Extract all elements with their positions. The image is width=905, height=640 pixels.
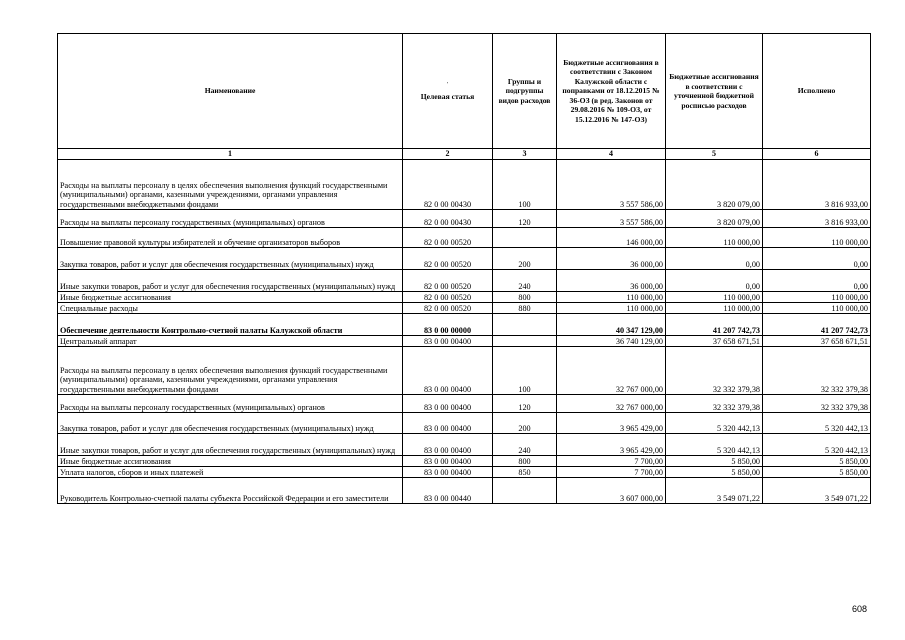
header-law-allocations: Бюджетные ассигнования в соответствии с Законом Калужской области с поправками от 18.12.2015 № 36-ОЗ (в ред. Законов от 29.08.2016 № 109-ОЗ, от 15.12.2016 № 147-ОЗ) [557,34,666,149]
column-number: 6 [763,149,871,160]
row-executed-amount: 32 332 379,38 [763,395,871,413]
row-schedule-amount: 5 320 442,13 [666,413,763,434]
column-number: 1 [58,149,403,160]
row-law-amount: 32 767 000,00 [557,395,666,413]
column-number: 4 [557,149,666,160]
row-name: Закупка товаров, работ и услуг для обеспечения государственных (муниципальных) нужд [58,413,403,434]
row-name: Руководитель Контрольно-счетной палаты субъекта Российской Федерации и его заместители [58,478,403,504]
header-name: Наименование [58,34,403,149]
row-target-code: 82 0 00 00520 [403,228,493,248]
row-schedule-amount: 41 207 742,73 [666,314,763,336]
row-schedule-amount: 0,00 [666,248,763,270]
row-group-code: 100 [493,347,557,395]
column-number: 2 [403,149,493,160]
row-law-amount: 3 965 429,00 [557,413,666,434]
row-group-code [493,336,557,347]
table-row [58,248,871,270]
row-schedule-amount: 37 658 671,51 [666,336,763,347]
header-schedule-allocations: Бюджетные ассигнования в соответствии с уточненной бюджетной росписью расходов [666,34,763,149]
table-row [58,478,871,504]
table-row [58,270,871,292]
table-row [58,467,871,478]
table-row [58,160,871,210]
row-executed-amount: 41 207 742,73 [763,314,871,336]
row-executed-amount: 5 850,00 [763,456,871,467]
row-target-code: 83 0 00 00400 [403,456,493,467]
row-name: Уплата налогов, сборов и иных платежей [58,467,403,478]
row-target-code: 82 0 00 00520 [403,303,493,314]
header-row [58,34,871,149]
row-target-code: 83 0 00 00000 [403,314,493,336]
row-law-amount: 32 767 000,00 [557,347,666,395]
row-target-code: 83 0 00 00400 [403,434,493,456]
row-law-amount: 3 965 429,00 [557,434,666,456]
budget-table [57,33,871,504]
row-law-amount: 7 700,00 [557,467,666,478]
row-name: Расходы на выплаты персоналу государственных (муниципальных) органов [58,395,403,413]
row-law-amount: 36 740 129,00 [557,336,666,347]
row-name: Иные бюджетные ассигнования [58,292,403,303]
row-target-code: 82 0 00 00430 [403,160,493,210]
row-name: Обеспечение деятельности Контрольно-счетной палаты Калужской области [58,314,403,336]
row-schedule-amount: 5 320 442,13 [666,434,763,456]
row-group-code: 850 [493,467,557,478]
row-law-amount: 110 000,00 [557,303,666,314]
row-name: Иные закупки товаров, работ и услуг для обеспечения государственных (муниципальных) нужд [58,434,403,456]
row-law-amount: 146 000,00 [557,228,666,248]
row-executed-amount: 5 850,00 [763,467,871,478]
row-law-amount: 40 347 129,00 [557,314,666,336]
row-group-code: 200 [493,413,557,434]
row-schedule-amount: 0,00 [666,270,763,292]
table-row [58,303,871,314]
row-name: Расходы на выплаты персоналу в целях обеспечения выполнения функций государственными (муниципальными) органами, казенными учреждениями, органами управления государственными внебюджетными фондами [58,347,403,395]
row-group-code: 100 [493,160,557,210]
row-schedule-amount: 3 549 071,22 [666,478,763,504]
row-group-code: 240 [493,434,557,456]
row-target-code: 82 0 00 00430 [403,210,493,228]
column-number: 5 [666,149,763,160]
row-law-amount: 36 000,00 [557,270,666,292]
row-name: Иные закупки товаров, работ и услуг для обеспечения государственных (муниципальных) нужд [58,270,403,292]
row-target-code: 82 0 00 00520 [403,292,493,303]
row-group-code: 120 [493,395,557,413]
table-body [58,160,871,504]
row-schedule-amount: 5 850,00 [666,467,763,478]
column-number-row [58,149,871,160]
row-target-code: 83 0 00 00400 [403,413,493,434]
row-schedule-amount: 110 000,00 [666,303,763,314]
row-law-amount: 110 000,00 [557,292,666,303]
row-executed-amount: 0,00 [763,248,871,270]
row-target-code: 82 0 00 00520 [403,270,493,292]
row-schedule-amount: 110 000,00 [666,228,763,248]
row-executed-amount: 110 000,00 [763,228,871,248]
row-group-code: 800 [493,292,557,303]
row-group-code [493,228,557,248]
row-name: Центральный аппарат [58,336,403,347]
row-group-code: 800 [493,456,557,467]
row-executed-amount: 3 816 933,00 [763,160,871,210]
page-number: 608 [852,604,868,614]
row-executed-amount: 110 000,00 [763,292,871,303]
row-executed-amount: 3 549 071,22 [763,478,871,504]
table-row [58,292,871,303]
row-schedule-amount: 3 820 079,00 [666,210,763,228]
row-group-code: 200 [493,248,557,270]
row-executed-amount: 5 320 442,13 [763,413,871,434]
row-name: Закупка товаров, работ и услуг для обеспечения государственных (муниципальных) нужд [58,248,403,270]
row-group-code: 240 [493,270,557,292]
row-law-amount: 3 557 586,00 [557,210,666,228]
row-executed-amount: 32 332 379,38 [763,347,871,395]
row-target-code: 83 0 00 00400 [403,336,493,347]
row-name: Повышение правовой культуры избирателей и обучение организаторов выборов [58,228,403,248]
row-schedule-amount: 32 332 379,38 [666,395,763,413]
row-executed-amount: 0,00 [763,270,871,292]
row-group-code: 120 [493,210,557,228]
table-row [58,434,871,456]
header-target-article [403,34,493,149]
column-number: 3 [493,149,557,160]
row-executed-amount: 110 000,00 [763,303,871,314]
row-law-amount: 3 557 586,00 [557,160,666,210]
table-row [58,347,871,395]
row-target-code: 83 0 00 00440 [403,478,493,504]
header-groups: Группы и подгруппы видов расходов [493,34,557,149]
row-group-code [493,478,557,504]
table-row [58,210,871,228]
row-schedule-amount: 110 000,00 [666,292,763,303]
row-law-amount: 3 607 000,00 [557,478,666,504]
header-executed: Исполнено [763,34,871,149]
row-group-code: 880 [493,303,557,314]
row-executed-amount: 5 320 442,13 [763,434,871,456]
table-row [58,456,871,467]
row-law-amount: 7 700,00 [557,456,666,467]
header-target-label: Целевая статья [420,92,475,101]
table-row [58,228,871,248]
table-row [58,314,871,336]
row-target-code: 83 0 00 00400 [403,467,493,478]
row-target-code: 83 0 00 00400 [403,347,493,395]
row-name: Специальные расходы [58,303,403,314]
row-group-code [493,314,557,336]
row-name: Иные бюджетные ассигнования [58,456,403,467]
row-name: Расходы на выплаты персоналу в целях обеспечения выполнения функций государственными (муниципальными) органами, казенными учреждениями, органами управления государственными внебюджетными фондами [58,160,403,210]
row-executed-amount: 37 658 671,51 [763,336,871,347]
row-schedule-amount: 32 332 379,38 [666,347,763,395]
row-target-code: 82 0 00 00520 [403,248,493,270]
row-name: Расходы на выплаты персоналу государственных (муниципальных) органов [58,210,403,228]
row-schedule-amount: 5 850,00 [666,456,763,467]
table-row [58,336,871,347]
table-row [58,395,871,413]
header-tick-mark: ' [446,81,449,88]
table-row [58,413,871,434]
row-target-code: 83 0 00 00400 [403,395,493,413]
row-executed-amount: 3 816 933,00 [763,210,871,228]
row-law-amount: 36 000,00 [557,248,666,270]
row-schedule-amount: 3 820 079,00 [666,160,763,210]
